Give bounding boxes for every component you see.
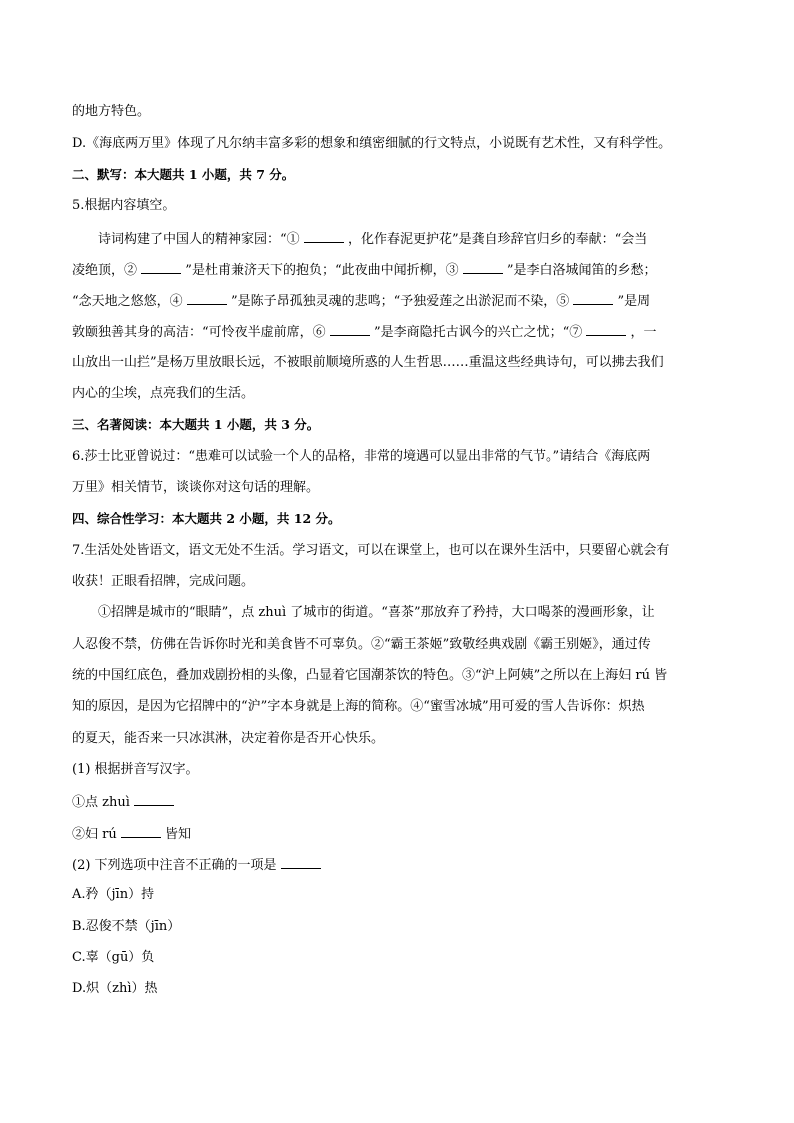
subquestion-1-item [72,825,191,843]
option-d: D.炽（zhì）热 [72,981,158,996]
option-a: A.矜（jīn）持 [72,887,155,902]
question-6-line: 6.莎士比亚曾说过：“患难可以试验一个人的品格，非常的境遇可以显出非常的气节。”请结合《海底两 [72,449,651,464]
blank-1[interactable] [304,230,344,243]
text-segment: 凌绝顶，② [72,263,138,278]
text-line: 内心的尘埃，点亮我们的生活。 [72,386,255,401]
passage-line: 人忍俊不禁，仿佛在告诉你时光和美食皆不可辜负。②“霸王茶姬”致敬经典戏剧《霸王别姬》，通过传 [72,637,651,652]
text-segment: ，一 [630,325,657,340]
text-segment: ②妇 rú [72,827,117,842]
poem-line [72,261,657,279]
text-segment: ，化作春泥更护花”是龚自珍辞官归乡的奉献：“会当 [347,232,648,247]
section-heading-reading: 三、名著阅读：本大题共 1 小题，共 3 分。 [72,417,320,432]
question-7-line: 7.生活处处皆语文，语文无处不生活。学习语文，可以在课堂上，也可以在课外生活中，只要留心就会有 [72,543,670,558]
option-c: C.辜（gū）负 [72,950,155,965]
poem-line [72,323,657,341]
blank-answer[interactable] [281,856,321,869]
text-segment: “念天地之悠悠，④ [72,294,183,309]
poem-line [98,230,647,248]
section-heading-dictation: 二、默写：本大题共 1 小题，共 7 分。 [72,167,295,182]
blank-ru[interactable] [121,825,161,838]
blank-7[interactable] [586,323,626,336]
text-segment: ”是周 [617,294,651,309]
text-line: 的地方特色。 [72,104,151,119]
text-segment: 敦颐独善其身的高洁：“可怜夜半虚前席，⑥ [72,325,326,340]
blank-3[interactable] [463,261,503,274]
subquestion-1-title: (1) 根据拼音写汉字。 [72,762,199,777]
blank-5[interactable] [573,292,613,305]
subquestion-2-title [72,856,321,874]
option-b: B.忍俊不禁（jīn） [72,919,181,934]
passage-line: 知的原因，是因为它招牌中的“沪”字本身就是上海的简称。④“蜜雪冰城”用可爱的雪人告诉你：炽热 [72,699,645,714]
question-7-line: 收获！正眼看招牌，完成问题。 [72,574,255,589]
passage-line: 的夏天，能否来一只冰淇淋，决定着你是否开心快乐。 [72,731,385,746]
blank-2[interactable] [141,261,181,274]
blank-6[interactable] [330,323,370,336]
text-segment: ”是李白洛城闻笛的乡愁； [506,263,657,278]
question-5-title: 5.根据内容填空。 [72,198,176,213]
question-6-line: 万里》相关情节，谈谈你对这句话的理解。 [72,480,320,495]
text-segment: ”是陈子昂孤独灵魂的悲鸣；“予独爱莲之出淤泥而不染，⑤ [230,294,570,309]
text-segment: ”是杜甫兼济天下的抱负；“此夜曲中闻折柳，③ [185,263,459,278]
text-segment: ①点 zhuì [72,795,130,810]
blank-zhui[interactable] [134,793,174,806]
passage-line: 统的中国红底色，叠加戏剧扮相的头像，凸显着它国潮茶饮的特色。③“沪上阿姨”之所以在上海妇 rú 皆 [72,668,668,683]
text-segment: 诗词构建了中国人的精神家园：“① [98,232,300,247]
passage-line: ①招牌是城市的“眼睛”，点 zhuì 了城市的街道。“喜茶”那放弃了矜持，大口喝茶的漫画形象，让 [98,605,655,620]
text-line: 山放出一山拦”是杨万里放眼长远，不被眼前顺境所惑的人生哲思……重温这些经典诗句，可以拂去我们 [72,355,664,370]
text-segment: ”是李商隐托古讽今的兴亡之忧；“⑦ [373,325,583,340]
blank-4[interactable] [187,292,227,305]
option-d-line: D.《海底两万里》体现了凡尔纳丰富多彩的想象和缜密细腻的行文特点，小说既有艺术性，又有科学性。 [72,136,672,151]
text-segment: 皆知 [165,827,192,842]
section-heading-comprehensive: 四、综合性学习：本大题共 2 小题，共 12 分。 [72,511,341,526]
poem-line [72,292,650,310]
subquestion-1-item [72,793,174,811]
text-segment: (2) 下列选项中注音不正确的一项是 [72,858,277,873]
